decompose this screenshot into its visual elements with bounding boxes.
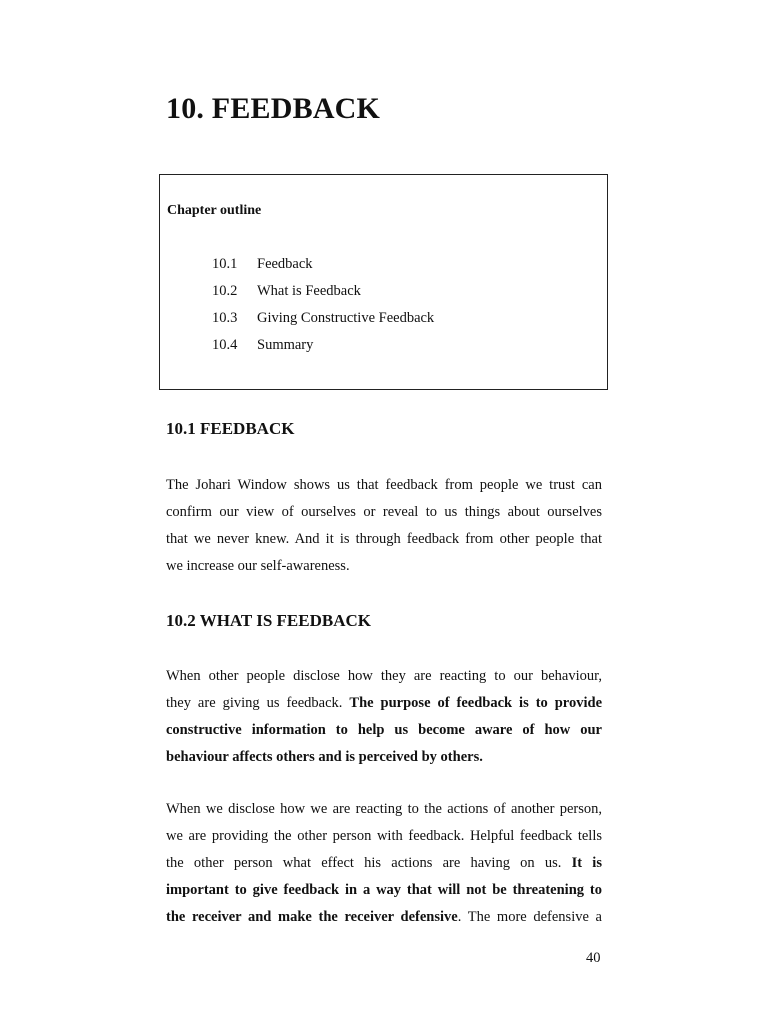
- paragraph-line: [166, 850, 602, 877]
- section-1-paragraph: [166, 472, 602, 580]
- paragraph-line: The Johari Window shows us that feedback from people we trust can: [166, 477, 602, 493]
- section-heading-feedback: 10.1 FEEDBACK: [166, 419, 295, 438]
- paragraph-line: [166, 904, 602, 931]
- paragraph-line: we are providing the other person with feedback. Helpful feedback tells: [166, 828, 602, 844]
- outline-item-number: 10.3: [212, 310, 238, 326]
- paragraph-line: confirm our view of ourselves or reveal to us things about ourselves: [166, 504, 602, 520]
- outline-item: [212, 337, 313, 354]
- chapter-outline-box: [159, 174, 608, 390]
- paragraph-line: that we never knew. And it is through feedback from other people that: [166, 531, 602, 547]
- paragraph-line: we increase our self-awareness.: [166, 558, 350, 574]
- emphasized-line: behaviour affects others and is perceived by others.: [166, 749, 483, 765]
- outline-item-label: Feedback: [257, 256, 313, 272]
- emphasized-line: important to give feedback in a way that will not be threatening to: [166, 882, 602, 898]
- chapter-title: 10. FEEDBACK: [166, 92, 381, 125]
- outline-item: [212, 256, 313, 273]
- outline-item-label: Giving Constructive Feedback: [257, 310, 435, 326]
- section-heading-what-is-feedback: 10.2 WHAT IS FEEDBACK: [166, 611, 371, 630]
- section-2-paragraph-1: [166, 663, 602, 771]
- outline-item-label: What is Feedback: [257, 283, 361, 299]
- outline-item-label: Summary: [257, 337, 314, 353]
- outline-item-number: 10.1: [212, 256, 238, 272]
- outline-item-number: 10.2: [212, 283, 238, 299]
- emphasized-text: It is: [571, 855, 602, 871]
- paragraph-line: When we disclose how we are reacting to the actions of another person,: [166, 801, 602, 817]
- paragraph-text: the other person what effect his actions are having on us.: [166, 855, 562, 871]
- paragraph-line: When other people disclose how they are reacting to our behaviour,: [166, 668, 602, 684]
- emphasized-line: constructive information to help us become aware of how our: [166, 722, 602, 738]
- outline-item: [212, 310, 434, 327]
- paragraph-text: they are giving us feedback.: [166, 695, 343, 711]
- section-2-paragraph-2: [166, 796, 602, 931]
- emphasized-text: the receiver and make the receiver defensive: [166, 909, 458, 925]
- outline-heading: Chapter outline: [167, 203, 262, 218]
- paragraph-line: [166, 690, 602, 717]
- page-number: 40: [586, 950, 601, 966]
- outline-item-number: 10.4: [212, 337, 238, 353]
- emphasized-text: The purpose of feedback is to provide: [349, 695, 603, 711]
- paragraph-text: . The more defensive a: [457, 909, 602, 925]
- outline-item: [212, 283, 361, 300]
